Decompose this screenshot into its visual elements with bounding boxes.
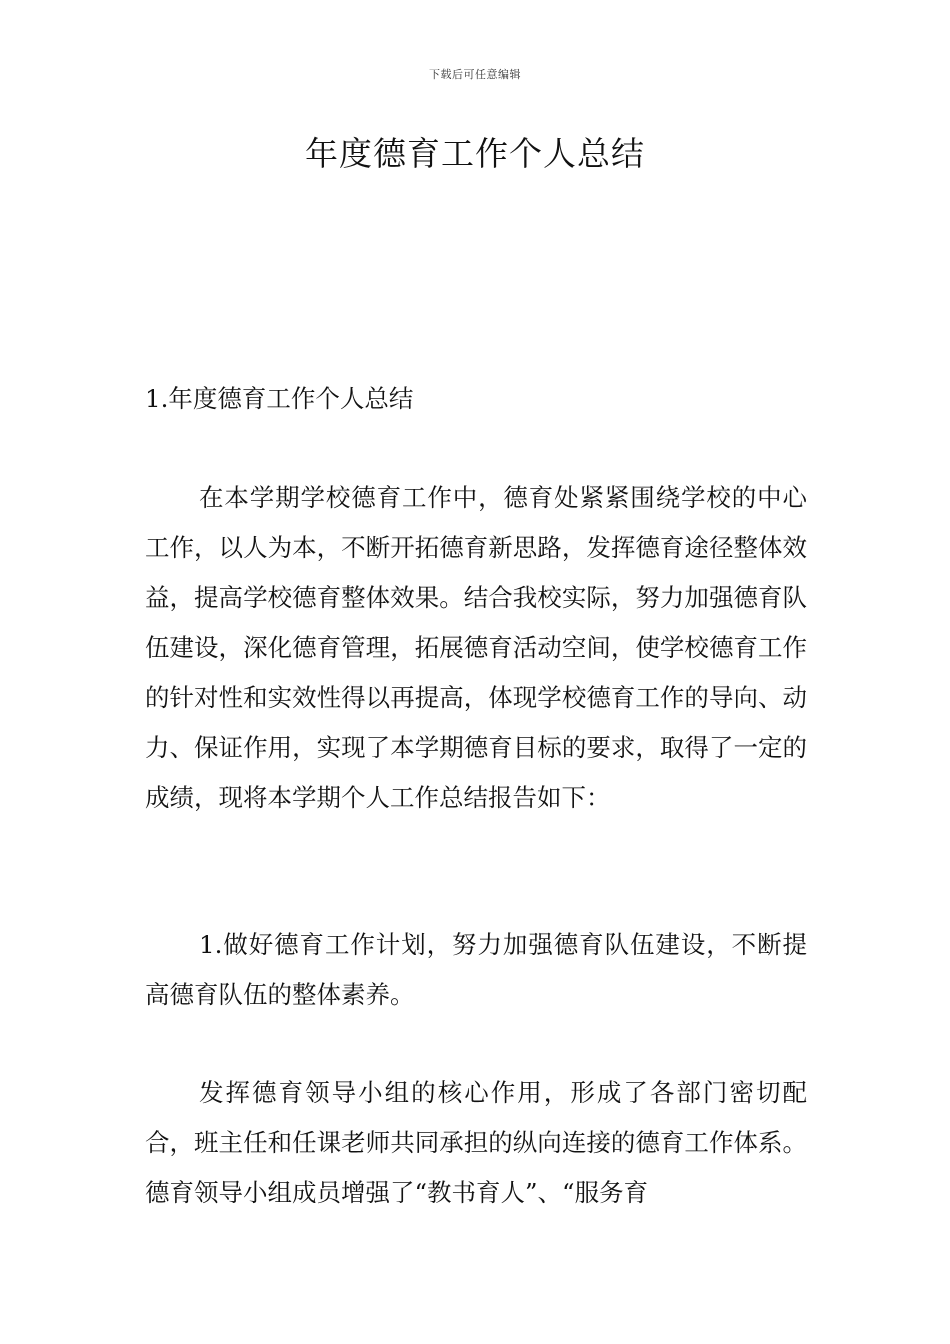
paragraph-leadership: 发挥德育领导小组的核心作用，形成了各部门密切配合，班主任和任课老师共同承担的纵向连接的德育工作体系。德育领导小组成员增强了“教书育人”、“服务育	[145, 1078, 807, 1207]
document-title: 年度德育工作个人总结	[305, 134, 645, 173]
header-note: 下载后可任意编辑	[429, 68, 521, 81]
paragraph-intro: 在本学期学校德育工作中，德育处紧紧围绕学校的中心工作，以人为本，不断开拓德育新思路，发挥德育途径整体效益，提高学校德育整体效果。结合我校实际，努力加强德育队伍建设，深化德育管理，拓展德育活动空间，使学校德育工作的针对性和实效性得以再提高，体现学校德育工作的导向、动力、保证作用，实现了本学期德育目标的要求，取得了一定的成绩，现将本学期个人工作总结报告如下：	[145, 483, 807, 812]
paragraph-point-1: 1.做好德育工作计划，努力加强德育队伍建设，不断提高德育队伍的整体素养。	[145, 930, 807, 1009]
section-heading: 1.年度德育工作个人总结	[145, 384, 414, 413]
